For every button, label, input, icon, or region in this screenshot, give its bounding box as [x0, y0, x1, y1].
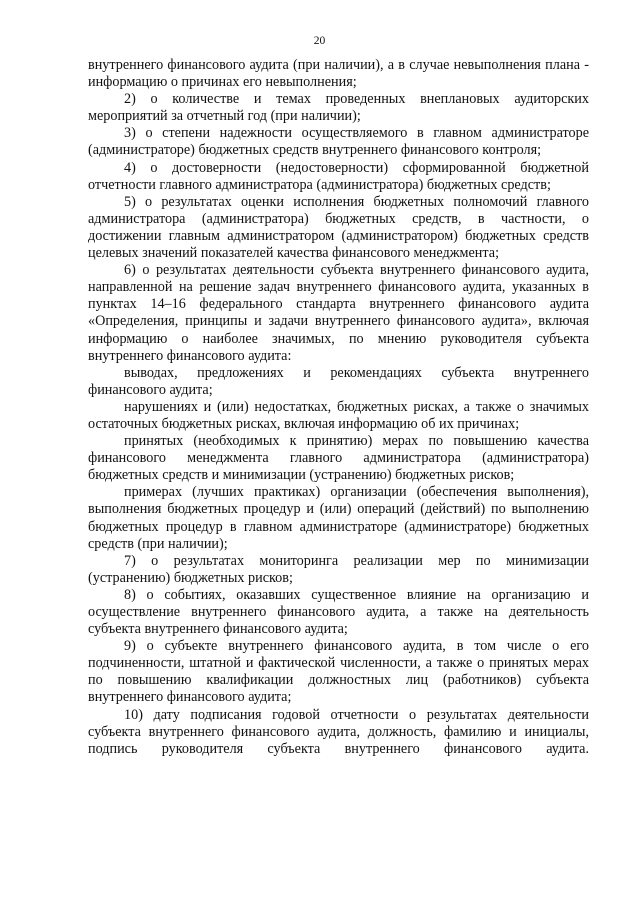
paragraph-subitem-violations: нарушениях и (или) недостатках, бюджетных рисках, а также о значимых остаточных бюджетных рисках, включая информацию об их причинах;: [88, 398, 589, 432]
paragraph-item-3: 3) о степени надежности осуществляемого в главном администраторе (администраторе) бюджетных средств внутреннего финансового контроля;: [88, 125, 589, 159]
paragraph-item-2: 2) о количестве и темах проведенных внеплановых аудиторских мероприятий за отчетный год (при наличии);: [88, 91, 589, 125]
paragraph-item-10: 10) дату подписания годовой отчетности о результатах деятельности субъекта внутреннего финансового аудита, должность, фамилию и инициалы, подпись руководителя субъекта внутреннего финансового аудита.: [88, 706, 589, 757]
paragraph-item-8: 8) о событиях, оказавших существенное влияние на организацию и осуществление внутреннего финансового аудита, а также на деятельность субъекта внутреннего финансового аудита;: [88, 586, 589, 638]
paragraph-continuation: внутреннего финансового аудита (при наличии), а в случае невыполнения плана - информацию о причинах его невыполнения;: [88, 57, 589, 91]
paragraph-subitem-measures: принятых (необходимых к принятию) мерах по повышению качества финансового менеджмента главного администратора (администратора) бюджетных средств и минимизации (устранению) бюджетных рисков;: [88, 433, 589, 484]
paragraph-item-7: 7) о результатах мониторинга реализации мер по минимизации (устранению) бюджетных рисков;: [88, 552, 589, 586]
page-number: 20: [313, 35, 326, 47]
paragraph-subitem-best-practices: примерах (лучших практиках) организации (обеспечения выполнения), выполнения бюджетных процедур и (или) операций (действий) по выполнению бюджетных процедур в главном администраторе (администраторе) бюджетных средств (при наличии);: [88, 484, 589, 552]
paragraph-subitem-conclusions: выводах, предложениях и рекомендациях субъекта внутреннего финансового аудита;: [88, 364, 589, 398]
paragraph-item-4: 4) о достоверности (недостоверности) сформированной бюджетной отчетности главного администратора (администратора) бюджетных средств;: [88, 159, 589, 193]
paragraph-item-9: 9) о субъекте внутреннего финансового аудита, в том числе о его подчиненности, штатной и фактической численности, а также о принятых мерах по повышению квалификации должностных лиц (работников) субъекта внутреннего финансового аудита;: [88, 638, 589, 706]
document-body: [88, 57, 589, 758]
paragraph-item-6: 6) о результатах деятельности субъекта внутреннего финансового аудита, направленной на решение задач внутреннего финансового аудита, указанных в пунктах 14–16 федерального стандарта внутреннего финансового аудита «Определения, принципы и задачи внутреннего финансового аудита», включая информацию о наиболее значимых, по мнению руководителя субъекта внутреннего финансового аудита:: [88, 262, 589, 364]
paragraph-item-5: 5) о результатах оценки исполнения бюджетных полномочий главного администратора (администратора) бюджетных средств, в частности, о достижении главным администратором (администратором) бюджетных средств целевых значений показателей качества финансового менеджмента;: [88, 193, 589, 262]
